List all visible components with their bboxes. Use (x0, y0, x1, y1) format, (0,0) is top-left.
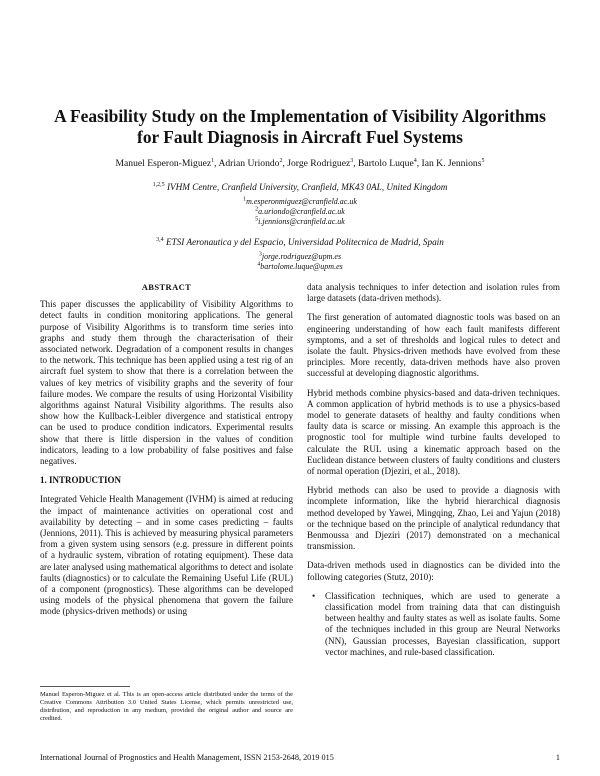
body-paragraph: Data-driven methods used in diagnostics can be divided into the following categories (Stutz, 2010): (307, 560, 560, 582)
introduction-heading: 1. INTRODUCTION (40, 475, 122, 486)
email-line: $^1$m.esperonmiguez@cranfield.ac.uk (243, 196, 357, 206)
author-entry: Manuel Esperon-Miguez$^1$, (115, 157, 219, 169)
author-entry: Adrian Uriondo$^2$, (218, 157, 288, 169)
title-line-1: A Feasibility Study on the Implementation of Visibility Algorithms (54, 106, 546, 126)
author-name: Jorge Rodriguez (287, 158, 351, 169)
body-paragraph: Hybrid methods combine physics-based and data-driven techniques. A common application of hybrid methods is to use a physics-based model to generate datasets of healthy and faulty conditions when faulty data is scarce or missing. An example this approach is the prognostic tool for multiple wind turbine faults developed to calculate the RUL using a kinematic approach based on the Euclidean distance between clusters of faulty conditions and clusters of normal operation (Djeziri, et al., 2018). (307, 387, 560, 477)
license-footnote: Manuel Esperon-Miguez et al. This is an open-access article distributed under the terms of the Creative Commons Attribution 3.0 United States License, which permits unrestricted use, distribution, and reproduction in any medium, provided the original author and source are credited. (40, 691, 293, 722)
author-list (40, 158, 560, 169)
affiliation-text: ETSI Aeronautica y del Espacio, Universidad Politecnica de Madrid, Spain (165, 237, 444, 247)
email-group-cranfield (40, 197, 560, 227)
method-category-list (307, 591, 560, 658)
bullet-icon: • (312, 590, 316, 601)
page-footer (40, 753, 560, 762)
list-item (312, 590, 560, 658)
right-column (307, 282, 560, 658)
author-sup: 3 (350, 157, 354, 164)
body-paragraph: The first generation of automated diagnostic tools was based on an engineering understanding of how each fault manifests different symptoms, and a set of thresholds and logical rules to detect and isolate the fault. Physics-driven methods have evolved from these principles. More recently, data-driven methods have also proven successful at developing diagnostic algorithms. (307, 312, 560, 379)
author-name: Ian K. Jennions (421, 158, 482, 169)
footnote-divider (40, 686, 130, 687)
email-line: $^4$bartolome.luque@upm.es (257, 261, 343, 271)
author-sup: 2 (279, 157, 283, 164)
email-address[interactable]: a.uriondo@cranfield.ac.uk (258, 207, 345, 216)
email-line: $^2$a.uriondo@cranfield.ac.uk (255, 206, 345, 216)
email-line: $^3$jorge.rodriguez@upm.es (258, 251, 342, 261)
abstract-text: This paper discusses the applicability of Visibility Algorithms to detect faults in condition monitoring applications. The general purpose of Visibility Algorithms is to transform time series into graphs and study them through the characterisation of their associated network. Degradation of a component results in changes to the network. This technique has been applied using a test rig of an aircraft fuel system to show that there is a correlation between the values of key metrics of visibility graphs and the severity of four failure modes. We compare the results of using Horizontal Visibility algorithms against Natural Visibility algorithms. The results also show how the Kullback-Leibler divergence and statistical entropy can be used to produce condition indicators. Experimental results show that there is little dispersion in the values of condition indicators, leading to a low probability of false positives and false negatives. (40, 299, 293, 467)
author-name: Adrian Uriondo (218, 158, 280, 169)
abstract-heading: ABSTRACT (141, 282, 192, 292)
affiliation-text: IVHM Centre, Cranfield University, Cranfield, MK43 0AL, United Kingdom (166, 182, 448, 192)
introduction-paragraph: Integrated Vehicle Health Management (IVHM) is aimed at reducing the impact of maintenance activities on operational cost and availability by detecting – and in some cases predicting – faults (Jennions, 2011). This is achieved by measuring physical parameters from a given system using sensors (e.g. pressure in different points of a hydraulic system, vibration of rotating equipment). These data are later analysed using mathematical algorithms to detect and isolate faults (diagnostics) or to calculate the Remaining Useful Life (RUL) of a component (prognostics). These algorithms can be developed using models of the physical phenomena that govern the failure mode (physics-driven methods) or using (40, 494, 293, 617)
email-address[interactable]: jorge.rodriguez@upm.es (261, 252, 342, 261)
affiliation-sup: 1,2,5 (152, 181, 165, 188)
author-entry: Bartolo Luque$^4$, (358, 157, 422, 169)
affiliation-cranfield (40, 182, 560, 192)
author-sup: 1 (211, 157, 215, 164)
email-address[interactable]: bartolome.luque@upm.es (260, 262, 343, 271)
author-name: Manuel Esperon-Miguez (115, 158, 212, 169)
author-sup: 4 (413, 157, 417, 164)
email-address[interactable]: m.esperonmiguez@cranfield.ac.uk (246, 197, 357, 206)
author-name: Bartolo Luque (358, 158, 414, 169)
title-line-2: for Fault Diagnosis in Aircraft Fuel Systems (137, 127, 463, 147)
journal-citation: International Journal of Prognostics and Health Management, ISSN 2153-2648, 2019 015 (40, 753, 334, 762)
author-sup: 5 (481, 157, 485, 164)
paper-title (40, 106, 560, 148)
email-group-madrid (40, 252, 560, 272)
affiliation-sup: 3,4 (156, 236, 164, 243)
email-line: $^5$i.jennions@cranfield.ac.uk (255, 216, 345, 226)
affiliation-madrid (40, 237, 560, 247)
author-entry (422, 158, 485, 169)
author-entry: Jorge Rodriguez$^3$, (287, 157, 359, 169)
body-paragraph: data analysis techniques to infer detection and isolation rules from large datasets (data-driven methods). (307, 282, 560, 304)
email-address[interactable]: i.jennions@cranfield.ac.uk (258, 217, 345, 226)
page-number: 1 (555, 753, 560, 762)
list-item-text: Classification techniques, which are used to generate a classification model from training data that can distinguish between healthy and faulty states as well as isolate faults. Some of the techniques included in this group are Neural Networks (NN), Gaussian processes, Bayesian classification, support vector machines, and rule-based classification. (325, 590, 560, 657)
left-column (40, 282, 293, 626)
body-paragraph: Hybrid methods can also be used to provide a diagnosis with incomplete information, like the hybrid hierarchical diagnosis method developed by Yawei, Mingqing, Zhao, Lei and Yajun (2018) or the technique based on the principle of analytical redundancy that Benmoussa and Djeziri (2017) demonstrated on a mechanical transmission. (307, 485, 560, 552)
